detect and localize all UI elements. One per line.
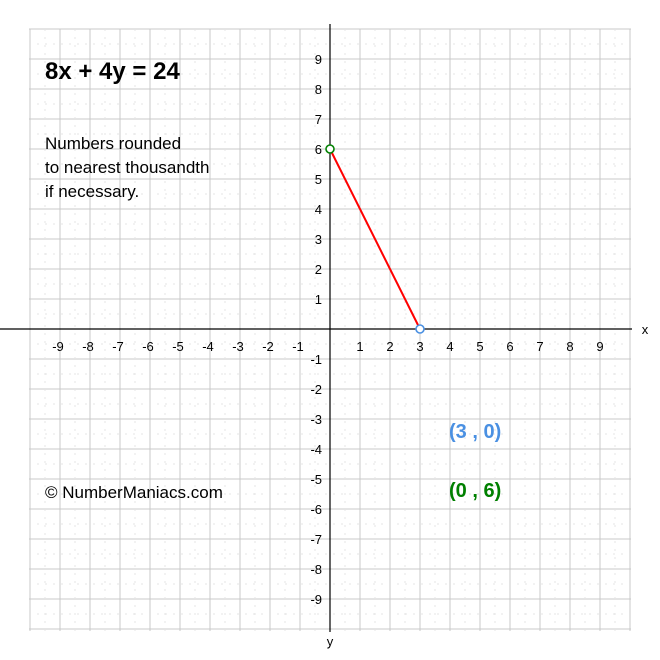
point-label-a: (3 , 0): [449, 421, 502, 443]
y-tick-label: 8: [314, 82, 322, 97]
point-marker-b: [326, 145, 334, 153]
y-tick-label: 3: [314, 232, 322, 247]
x-tick-label: -4: [202, 339, 214, 354]
x-tick-label: 4: [446, 339, 454, 354]
equation-title: 8x + 4y = 24: [45, 58, 180, 85]
x-tick-label: -5: [172, 339, 184, 354]
y-tick-label: 7: [314, 112, 322, 127]
y-tick-label: 6: [314, 142, 322, 157]
y-tick-label: 2: [314, 262, 322, 277]
y-tick-label: -4: [310, 442, 322, 457]
x-tick-label: 9: [596, 339, 604, 354]
y-tick-label: -8: [310, 562, 322, 577]
y-axis-label: y: [326, 634, 334, 649]
y-tick-label: 1: [314, 292, 322, 307]
note-line: if necessary.: [45, 182, 140, 201]
point-marker-a: [416, 325, 424, 333]
x-tick-label: 8: [566, 339, 574, 354]
y-tick-label: -5: [310, 472, 322, 487]
x-tick-label: 6: [506, 339, 514, 354]
y-tick-label: -1: [310, 352, 322, 367]
x-tick-label: -3: [232, 339, 244, 354]
y-tick-label: -9: [310, 592, 322, 607]
x-tick-label: 5: [476, 339, 484, 354]
x-tick-label: -9: [52, 339, 64, 354]
y-tick-label: -6: [310, 502, 322, 517]
x-tick-label: 3: [416, 339, 424, 354]
x-tick-label: -2: [262, 339, 274, 354]
copyright-text: © NumberManiacs.com: [45, 483, 223, 502]
note-line: to nearest thousandth: [45, 158, 210, 177]
x-tick-label: 1: [356, 339, 364, 354]
y-tick-label: 4: [314, 202, 322, 217]
x-tick-label: 2: [386, 339, 394, 354]
y-tick-label: -2: [310, 382, 322, 397]
y-tick-label: 5: [314, 172, 322, 187]
y-tick-label: -3: [310, 412, 322, 427]
y-tick-label: 9: [314, 52, 322, 67]
rounding-note: [45, 132, 209, 204]
x-axis-label: x: [641, 322, 649, 337]
x-tick-label: -1: [292, 339, 304, 354]
x-tick-label: -6: [142, 339, 154, 354]
note-line: Numbers rounded: [45, 134, 182, 153]
point-label-b: (0 , 6): [449, 480, 502, 502]
x-tick-label: -8: [82, 339, 94, 354]
axes: [0, 24, 649, 649]
x-tick-label: -7: [112, 339, 124, 354]
x-tick-label: 7: [536, 339, 544, 354]
y-tick-label: -7: [310, 532, 322, 547]
